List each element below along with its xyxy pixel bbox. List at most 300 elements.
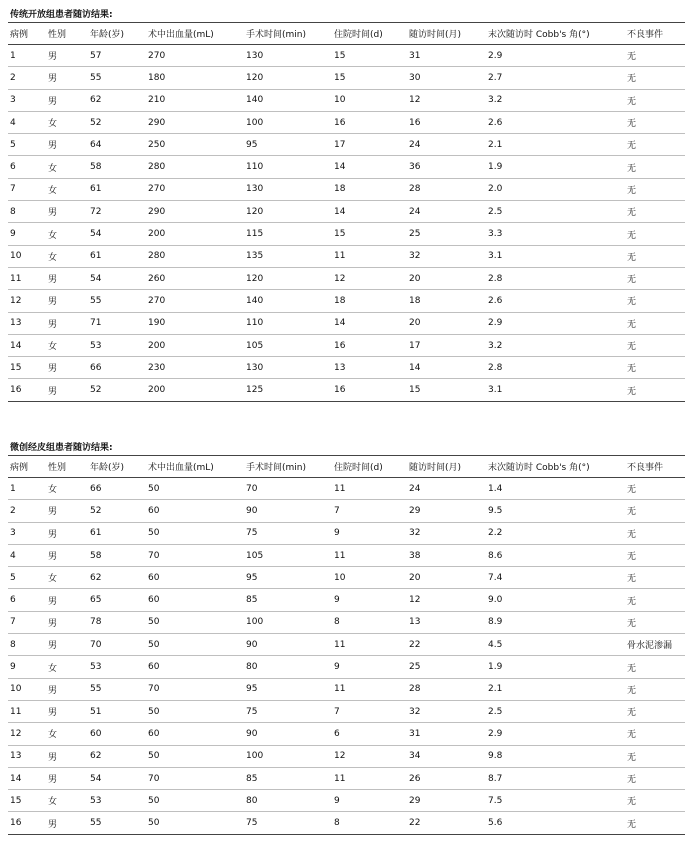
cell-sex: 男 [48,297,58,308]
cell-op-time: 75 [246,818,258,829]
table-row [8,812,685,834]
cell-sex: 男 [48,752,58,763]
cell-followup: 32 [409,251,421,262]
cell-stay: 15 [334,229,346,240]
cell-age: 66 [90,362,102,373]
cell-followup: 18 [409,295,421,306]
table-row [8,223,685,245]
cell-age: 54 [90,773,102,784]
cell-cobb: 7.5 [488,795,503,806]
cell-adverse: 无 [627,752,637,763]
cell-followup: 25 [409,662,421,673]
table-row [8,545,685,567]
cell-age: 51 [90,706,102,717]
table-row [8,201,685,223]
cell-op-time: 105 [246,340,264,351]
header-followup: 随访时间(月) [409,463,462,473]
cell-followup: 29 [409,505,421,516]
cell-age: 55 [90,684,102,695]
cell-followup: 32 [409,528,421,539]
cell-op-time: 95 [246,572,258,583]
cell-cobb: 9.0 [488,595,503,606]
cell-sex: 女 [48,485,58,496]
cell-age: 62 [90,95,102,106]
cell-followup: 32 [409,706,421,717]
cell-blood-loss: 270 [148,50,166,61]
cell-age: 70 [90,639,102,650]
cell-case: 5 [10,572,16,583]
cell-followup: 17 [409,340,421,351]
cell-sex: 男 [48,529,58,540]
cell-cobb: 2.5 [488,706,503,717]
table-row [8,134,685,156]
table-row [8,112,685,134]
table-row [8,379,685,401]
cell-followup: 34 [409,751,421,762]
table-row [8,313,685,335]
cell-op-time: 75 [246,706,258,717]
table-row [8,768,685,790]
cell-op-time: 120 [246,206,264,217]
cell-followup: 20 [409,572,421,583]
cell-followup: 26 [409,773,421,784]
cell-adverse: 无 [627,141,637,152]
cell-op-time: 120 [246,72,264,83]
cell-cobb: 2.9 [488,318,503,329]
cell-case: 4 [10,550,16,561]
cell-cobb: 2.2 [488,528,503,539]
cell-stay: 9 [334,795,340,806]
cell-op-time: 95 [246,139,258,150]
cell-cobb: 8.6 [488,550,503,561]
cell-op-time: 85 [246,773,258,784]
cell-followup: 15 [409,385,421,396]
cell-adverse: 无 [627,529,637,540]
table-header-row [8,23,685,45]
cell-case: 1 [10,50,16,61]
table-row [8,246,685,268]
cell-stay: 15 [334,50,346,61]
cell-op-time: 115 [246,229,264,240]
cell-op-time: 140 [246,295,264,306]
cell-case: 7 [10,184,16,195]
cell-op-time: 70 [246,483,258,494]
cell-cobb: 2.0 [488,184,503,195]
table-row [8,478,685,500]
cell-adverse: 无 [627,297,637,308]
table-row [8,523,685,545]
cell-op-time: 135 [246,251,264,262]
cell-cobb: 2.6 [488,295,503,306]
cell-age: 71 [90,318,102,329]
cell-stay: 8 [334,818,340,829]
cell-adverse: 无 [627,52,637,63]
cell-case: 6 [10,595,16,606]
cell-age: 54 [90,273,102,284]
header-case: 病例 [10,463,29,473]
cell-age: 54 [90,229,102,240]
cell-adverse: 无 [627,775,637,785]
table-row [8,156,685,178]
cell-case: 11 [10,706,22,717]
cell-blood-loss: 70 [148,684,160,695]
cell-followup: 20 [409,273,421,284]
cell-stay: 9 [334,662,340,673]
cell-op-time: 80 [246,795,258,806]
cell-case: 16 [10,385,22,396]
cell-sex: 男 [48,52,58,63]
cell-blood-loss: 60 [148,572,160,583]
cell-blood-loss: 50 [148,528,160,539]
cell-cobb: 4.5 [488,639,503,650]
cell-stay: 15 [334,72,346,83]
cell-sex: 女 [48,252,58,263]
cell-sex: 男 [48,319,58,330]
header-sex: 性别 [48,30,67,40]
cell-case: 15 [10,795,22,806]
cell-case: 14 [10,773,22,784]
cell-adverse: 无 [627,230,637,241]
table-header-row [8,456,685,478]
table-row [8,701,685,723]
cell-blood-loss: 230 [148,362,166,373]
cell-followup: 31 [409,50,421,61]
header-blood-loss: 术中出血量(mL) [148,463,214,473]
cell-op-time: 130 [246,50,264,61]
cell-sex: 男 [48,74,58,85]
header-adverse: 不良事件 [627,463,664,473]
cell-cobb: 2.8 [488,273,503,284]
cell-case: 3 [10,95,16,106]
header-cobb: 末次随访时 Cobb's 角(°) [488,463,590,473]
cell-stay: 12 [334,751,346,762]
table-row [8,357,685,379]
header-followup: 随访时间(月) [409,30,462,40]
cell-op-time: 105 [246,550,264,561]
cell-adverse: 无 [627,185,637,196]
cell-stay: 16 [334,385,346,396]
cell-age: 55 [90,295,102,306]
cell-blood-loss: 270 [148,184,166,195]
cell-stay: 11 [334,483,346,494]
cell-sex: 女 [48,663,58,674]
open-group-table-body [8,45,685,402]
cell-age: 65 [90,595,102,606]
cell-followup: 25 [409,229,421,240]
table-row [8,634,685,656]
cell-cobb: 2.8 [488,362,503,373]
cell-sex: 男 [48,708,58,719]
cell-age: 72 [90,206,102,217]
cell-stay: 10 [334,572,346,583]
cell-followup: 16 [409,117,421,128]
cell-age: 53 [90,662,102,673]
cell-adverse: 无 [627,797,637,808]
cell-cobb: 2.1 [488,139,503,150]
cell-cobb: 2.9 [488,50,503,61]
cell-adverse: 无 [627,730,637,741]
cell-case: 13 [10,318,22,329]
cell-blood-loss: 60 [148,505,160,516]
cell-stay: 11 [334,550,346,561]
header-op-time: 手术时间(min) [246,30,306,40]
cell-stay: 17 [334,139,346,150]
cell-adverse: 无 [627,252,637,263]
cell-age: 55 [90,72,102,83]
cell-stay: 14 [334,318,346,329]
cell-cobb: 3.2 [488,340,503,351]
cell-case: 1 [10,483,16,494]
cell-followup: 30 [409,72,421,83]
cell-cobb: 2.9 [488,728,503,739]
cell-blood-loss: 50 [148,751,160,762]
cell-blood-loss: 260 [148,273,166,284]
cell-sex: 男 [48,819,58,830]
cell-op-time: 80 [246,662,258,673]
cell-blood-loss: 280 [148,251,166,262]
cell-blood-loss: 290 [148,117,166,128]
cell-adverse: 无 [627,574,637,585]
cell-sex: 女 [48,119,58,130]
header-case: 病例 [10,30,29,40]
cell-cobb: 5.6 [488,818,503,829]
cell-age: 62 [90,751,102,762]
cell-case: 5 [10,139,16,150]
cell-adverse: 无 [627,663,637,674]
cell-stay: 16 [334,340,346,351]
cell-age: 78 [90,617,102,628]
cell-blood-loss: 70 [148,550,160,561]
cell-adverse: 无 [627,163,637,174]
cell-cobb: 9.5 [488,505,503,516]
cell-cobb: 3.2 [488,95,503,106]
cell-stay: 6 [334,728,340,739]
cell-adverse: 无 [627,74,637,85]
cell-adverse: 无 [627,386,637,397]
cell-op-time: 100 [246,751,264,762]
cell-sex: 男 [48,641,58,652]
cell-followup: 24 [409,139,421,150]
table-row [8,612,685,634]
cell-sex: 女 [48,163,58,174]
cell-followup: 31 [409,728,421,739]
cell-adverse: 无 [627,552,637,563]
cell-case: 7 [10,617,16,628]
cell-adverse: 骨水泥渗漏 [627,641,673,652]
cell-adverse: 无 [627,708,637,719]
cell-blood-loss: 250 [148,139,166,150]
cell-blood-loss: 60 [148,728,160,739]
cell-sex: 男 [48,618,58,629]
cell-age: 52 [90,505,102,516]
cell-case: 2 [10,72,16,83]
cell-age: 61 [90,184,102,195]
cell-op-time: 90 [246,505,258,516]
cell-sex: 男 [48,775,58,785]
cell-cobb: 8.9 [488,617,503,628]
cell-sex: 男 [48,507,58,518]
cell-sex: 女 [48,797,58,808]
cell-case: 4 [10,117,16,128]
cell-age: 53 [90,340,102,351]
cell-adverse: 无 [627,485,637,496]
minimal-group-section [8,441,685,835]
cell-stay: 10 [334,95,346,106]
cell-cobb: 2.7 [488,72,503,83]
cell-stay: 14 [334,206,346,217]
cell-age: 62 [90,572,102,583]
cell-adverse: 无 [627,119,637,130]
cell-blood-loss: 270 [148,295,166,306]
cell-op-time: 75 [246,528,258,539]
cell-op-time: 110 [246,318,264,329]
cell-adverse: 无 [627,596,637,607]
cell-followup: 36 [409,162,421,173]
cell-blood-loss: 290 [148,206,166,217]
cell-cobb: 7.4 [488,572,503,583]
header-age: 年龄(岁) [90,30,125,40]
open-group-section [8,8,685,402]
cell-sex: 女 [48,574,58,585]
table-row [8,268,685,290]
cell-op-time: 100 [246,617,264,628]
cell-case: 15 [10,362,22,373]
header-adverse: 不良事件 [627,30,664,40]
cell-op-time: 130 [246,362,264,373]
cell-age: 61 [90,528,102,539]
cell-sex: 女 [48,342,58,352]
cell-op-time: 90 [246,728,258,739]
cell-op-time: 120 [246,273,264,284]
cell-case: 16 [10,818,22,829]
table-row [8,290,685,312]
cell-sex: 男 [48,596,58,607]
cell-sex: 男 [48,685,58,696]
cell-blood-loss: 50 [148,706,160,717]
cell-case: 2 [10,505,16,516]
cell-sex: 男 [48,386,58,397]
table-row [8,90,685,112]
cell-stay: 18 [334,295,346,306]
cell-followup: 12 [409,95,421,106]
cell-cobb: 3.1 [488,251,503,262]
cell-followup: 38 [409,550,421,561]
cell-stay: 12 [334,273,346,284]
cell-case: 8 [10,206,16,217]
cell-adverse: 无 [627,819,637,830]
header-stay: 住院时间(d) [334,463,383,473]
cell-followup: 29 [409,795,421,806]
cell-blood-loss: 210 [148,95,166,106]
cell-blood-loss: 200 [148,385,166,396]
cell-cobb: 1.4 [488,483,503,494]
cell-case: 12 [10,295,22,306]
minimal-group-title: 微创经皮组患者随访结果: [10,443,113,453]
cell-followup: 12 [409,595,421,606]
cell-stay: 16 [334,117,346,128]
cell-age: 61 [90,251,102,262]
cell-case: 11 [10,273,22,284]
header-blood-loss: 术中出血量(mL) [148,30,214,40]
cell-cobb: 3.3 [488,229,503,240]
cell-blood-loss: 190 [148,318,166,329]
cell-case: 10 [10,684,22,695]
cell-blood-loss: 200 [148,229,166,240]
cell-cobb: 1.9 [488,662,503,673]
cell-blood-loss: 50 [148,639,160,650]
cell-stay: 8 [334,617,340,628]
cell-followup: 14 [409,362,421,373]
cell-stay: 7 [334,706,340,717]
table-row [8,179,685,201]
cell-case: 10 [10,251,22,262]
cell-stay: 13 [334,362,346,373]
cell-case: 12 [10,728,22,739]
open-group-title: 传统开放组患者随访结果: [10,10,113,20]
cell-stay: 11 [334,639,346,650]
cell-sex: 男 [48,96,58,107]
cell-adverse: 无 [627,618,637,629]
table-row [8,45,685,67]
minimal-group-table-body [8,478,685,835]
cell-stay: 11 [334,773,346,784]
cell-blood-loss: 60 [148,662,160,673]
cell-sex: 男 [48,552,58,563]
cell-age: 55 [90,818,102,829]
cell-cobb: 8.7 [488,773,503,784]
cell-case: 6 [10,162,16,173]
cell-cobb: 2.6 [488,117,503,128]
cell-adverse: 无 [627,507,637,518]
cell-stay: 9 [334,595,340,606]
cell-case: 9 [10,662,16,673]
cell-op-time: 90 [246,639,258,650]
cell-sex: 女 [48,230,58,241]
cell-blood-loss: 50 [148,795,160,806]
cell-case: 14 [10,340,22,351]
cell-op-time: 130 [246,184,264,195]
cell-cobb: 2.1 [488,684,503,695]
cell-stay: 7 [334,505,340,516]
cell-followup: 24 [409,206,421,217]
cell-stay: 11 [334,251,346,262]
table-row [8,679,685,701]
header-sex: 性别 [48,463,67,473]
cell-adverse: 无 [627,96,637,107]
table-row [8,500,685,522]
cell-age: 66 [90,483,102,494]
cell-followup: 22 [409,639,421,650]
cell-followup: 28 [409,184,421,195]
cell-age: 52 [90,385,102,396]
cell-adverse: 无 [627,275,637,286]
cell-stay: 9 [334,528,340,539]
cell-blood-loss: 70 [148,773,160,784]
cell-stay: 14 [334,162,346,173]
cell-cobb: 1.9 [488,162,503,173]
header-stay: 住院时间(d) [334,30,383,40]
cell-blood-loss: 50 [148,818,160,829]
cell-case: 9 [10,229,16,240]
cell-op-time: 100 [246,117,264,128]
table-row [8,790,685,812]
cell-followup: 22 [409,818,421,829]
cell-age: 57 [90,50,102,61]
table-row [8,589,685,611]
table-row [8,723,685,745]
cell-sex: 男 [48,275,58,286]
cell-op-time: 140 [246,95,264,106]
